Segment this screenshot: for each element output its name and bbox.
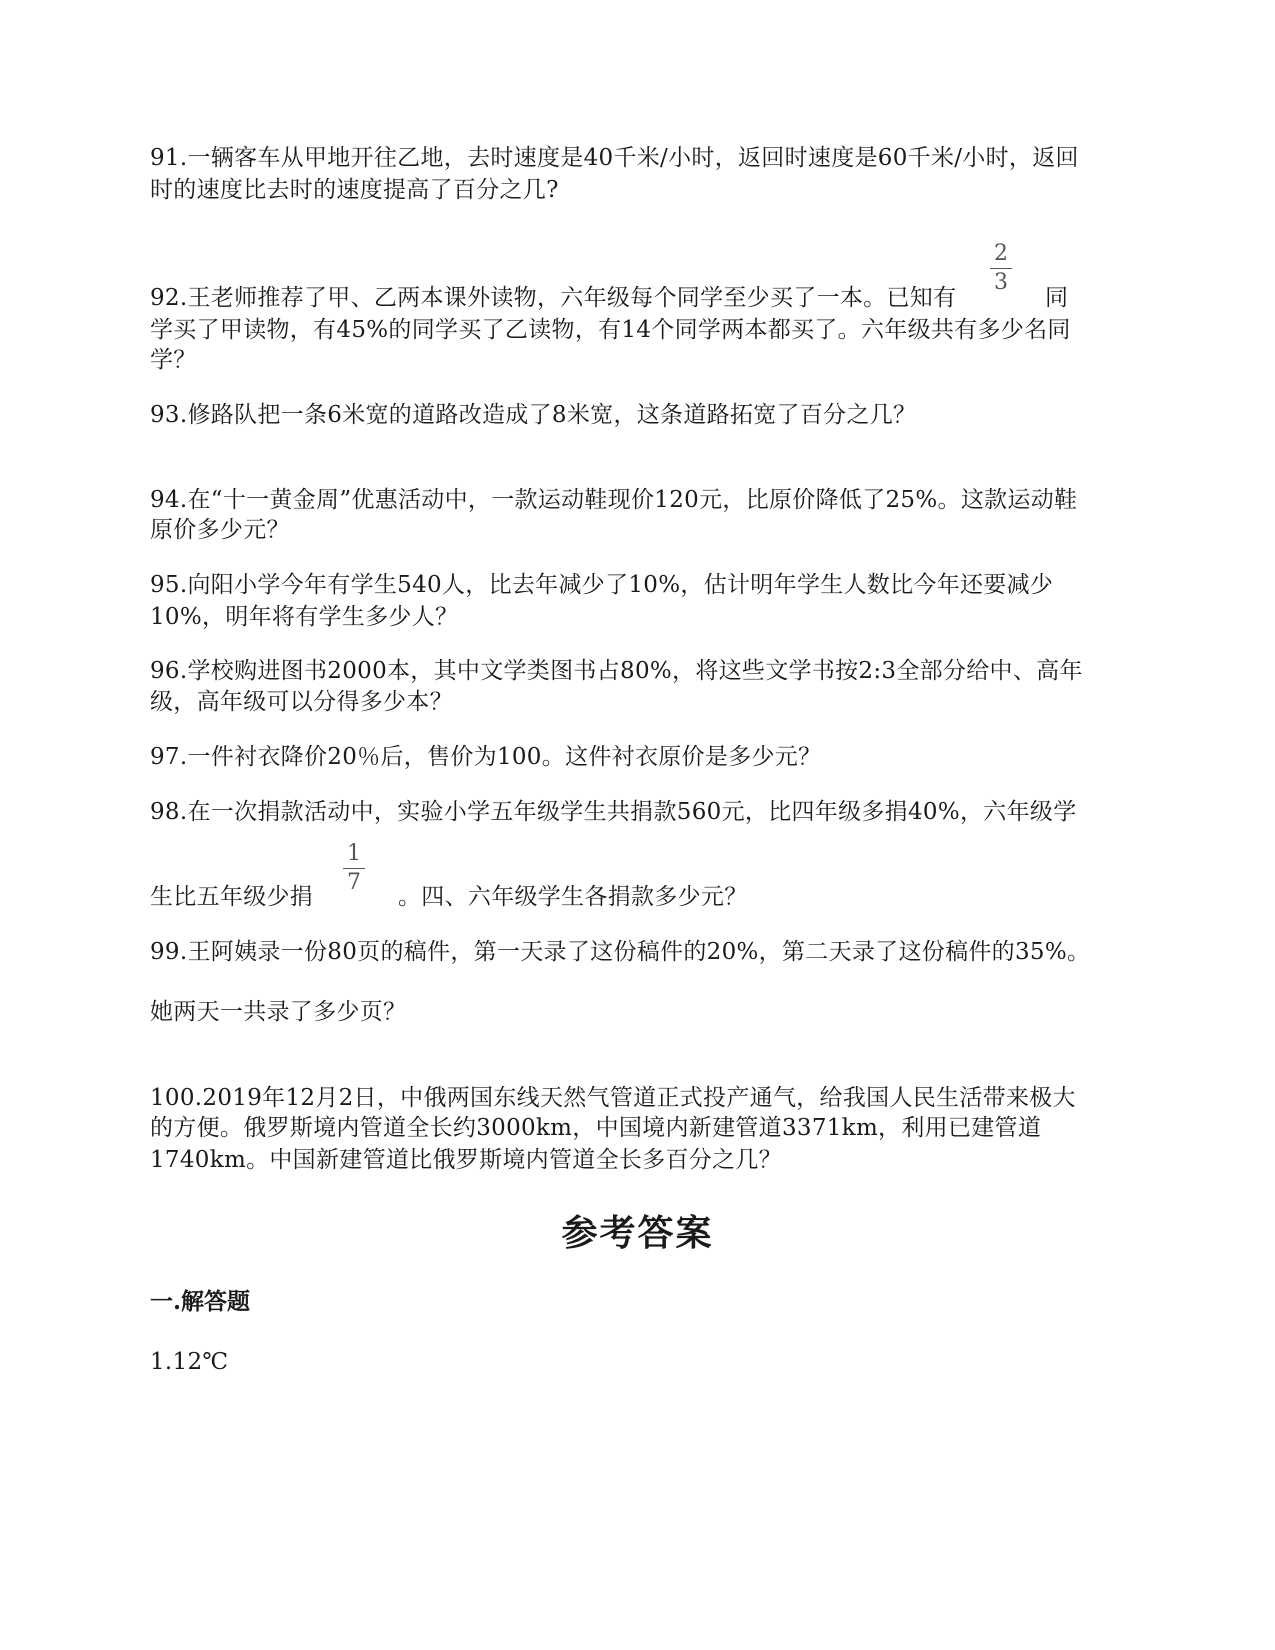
question-100-line-2: 的方便。俄罗斯境内管道全长约3000km，中国境内新建管道3371km，利用已建管道 (150, 1115, 1042, 1141)
fraction-denominator: 3 (994, 270, 1008, 295)
question-91-line-1: 91.一辆客车从甲地开往乙地，去时速度是40千米/小时，返回时速度是60千米/小时，返回 (150, 145, 1079, 171)
section-title: 一.解答题 (150, 1288, 251, 1315)
question-94-line-2: 原价多少元？ (150, 517, 290, 543)
question-91-line-2: 时的速度比去时的速度提高了百分之几? (150, 177, 559, 203)
fraction-bar (343, 868, 365, 869)
question-98-line-1: 98.在一次捐款活动中，实验小学五年级学生共捐款560元，比四年级多捐40%，六年级学 (150, 799, 1077, 825)
question-99-line-1: 99.王阿姨录一份80页的稿件，第一天录了这份稿件的20%，第二天录了这份稿件的35%。 (150, 939, 1091, 965)
question-98-line-2-end: 。四、六年级学生各捐款多少元？ (398, 884, 748, 910)
question-95-line-2: 10%，明年将有学生多少人？ (150, 604, 459, 630)
question-96-line-1: 96.学校购进图书2000本，其中文学类图书占80%，将这些文学书按2:3全部分给中、高年 (150, 658, 1083, 684)
fraction-numerator: 1 (347, 841, 361, 866)
question-100-line-1: 100.2019年12月2日，中俄两国东线天然气管道正式投产通气，给我国人民生活带来极大 (150, 1085, 1076, 1111)
answer-1: 1.12℃ (150, 1349, 229, 1375)
question-92-line-1-end: 同 (1045, 285, 1069, 311)
question-93-line-1: 93.修路队把一条6米宽的道路改造成了8米宽，这条道路拓宽了百分之几？ (150, 402, 917, 428)
question-92-line-2: 学买了甲读物，有45%的同学买了乙读物，有14个同学两本都买了。六年级共有多少名同 (150, 317, 1071, 343)
fraction-one-seventh (340, 843, 368, 894)
question-92-line-1: 92.王老师推荐了甲、乙两本课外读物，六年级每个同学至少买了一本。已知有 (150, 285, 957, 311)
question-97-line-1: 97.一件衬衣降价20％后，售价为100。这件衬衣原价是多少元？ (150, 744, 822, 770)
fraction-two-thirds (987, 243, 1015, 294)
question-96-line-2: 级，高年级可以分得多少本？ (150, 689, 453, 715)
fraction-bar (990, 268, 1012, 269)
question-94-line-1: 94.在“十一黄金周”优惠活动中，一款运动鞋现价120元，比原价降低了25%。这款运动鞋 (150, 487, 1078, 513)
question-95-line-1: 95.向阳小学今年有学生540人，比去年减少了10%，估计明年学生人数比今年还要减少 (150, 572, 1054, 598)
fraction-denominator: 7 (347, 870, 361, 895)
question-99-line-2: 她两天一共录了多少页？ (150, 999, 407, 1025)
question-98-line-2: 生比五年级少捐 (150, 884, 314, 910)
question-100-line-3: 1740km。中国新建管道比俄罗斯境内管道全长多百分之几？ (150, 1147, 782, 1173)
fraction-numerator: 2 (994, 241, 1008, 266)
answers-heading: 参考答案 (561, 1212, 714, 1254)
question-92-line-3: 学？ (150, 347, 197, 373)
